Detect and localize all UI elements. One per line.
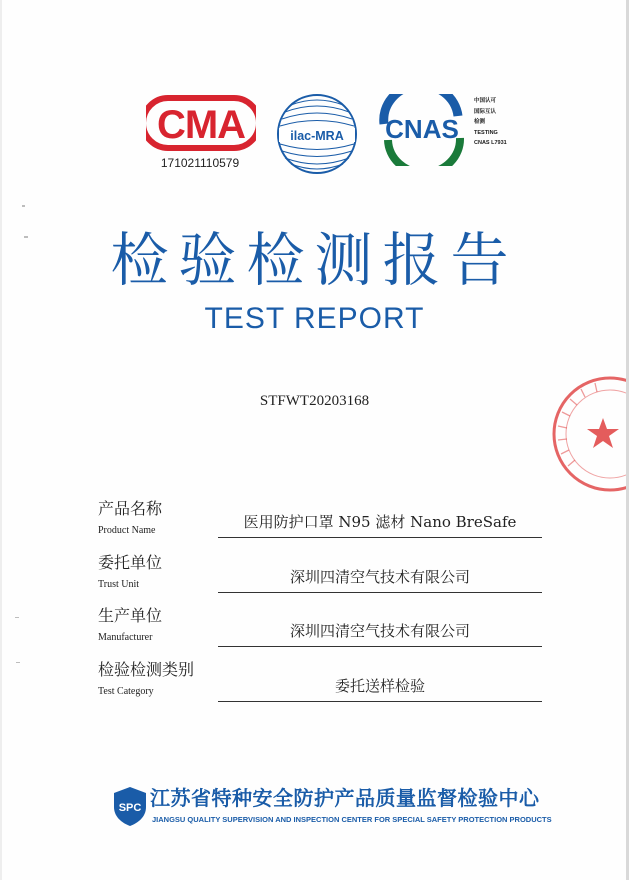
field-label-cn: 检验检测类别 [98,660,195,679]
official-seal-stamp [548,372,626,496]
spc-logo [112,785,148,827]
spc-logo-text: SPC [118,802,142,814]
report-number: STFWT20203168 [259,393,370,409]
cnas-line: 检测 [474,119,486,125]
field-value: 深圳四清空气技术有限公司 [289,622,470,640]
institution-name-cn: 江苏省特种安全防护产品质量监督检验中心 [150,786,540,810]
cnas-line: TESTING [474,129,498,136]
cma-certificate-code: 171021110579 [160,156,240,170]
cnas-line: CNAS L7931 [474,140,507,146]
field-label-en: Trust Unit [98,579,140,590]
field-value: 医用防护口罩 N95 滤材 Nano BreSafe [243,513,517,531]
scan-mark [15,617,19,618]
cnas-line: 国际互认 [474,108,497,115]
page-left-edge [0,0,2,880]
field-underline [218,701,542,702]
scan-mark [22,205,25,207]
report-title-en: TEST REPORT [204,302,425,335]
cnas-logo-text: CNAS [385,114,459,144]
field-underline [218,646,542,647]
field-underline [218,592,542,593]
field-underline [218,537,542,538]
institution-name-en: JIANGSU QUALITY SUPERVISION AND INSPECTION CENTER FOR SPECIAL SAFETY PROTECTION PRODUCTS [152,815,552,824]
scan-mark [16,662,20,663]
cnas-line: 中国认可 [474,98,497,104]
cma-logo [146,94,256,152]
cnas-accreditation-text [474,96,507,149]
field-label-cn: 产品名称 [98,499,163,518]
cnas-logo [376,94,474,166]
field-label-cn: 委托单位 [98,553,163,572]
field-value: 委托送样检验 [334,677,425,695]
field-label-en: Product Name [98,525,156,536]
ilac-logo-text: ilac-MRA [290,129,344,143]
cma-logo-text: CMA [156,103,246,147]
report-title-cn: 检验检测报告 [110,226,519,294]
ilac-mra-logo [275,92,359,176]
field-value: 深圳四清空气技术有限公司 [289,568,470,586]
field-label-cn: 生产单位 [98,606,163,625]
field-label-en: Test Category [98,686,154,697]
field-label-en: Manufacturer [98,632,153,643]
